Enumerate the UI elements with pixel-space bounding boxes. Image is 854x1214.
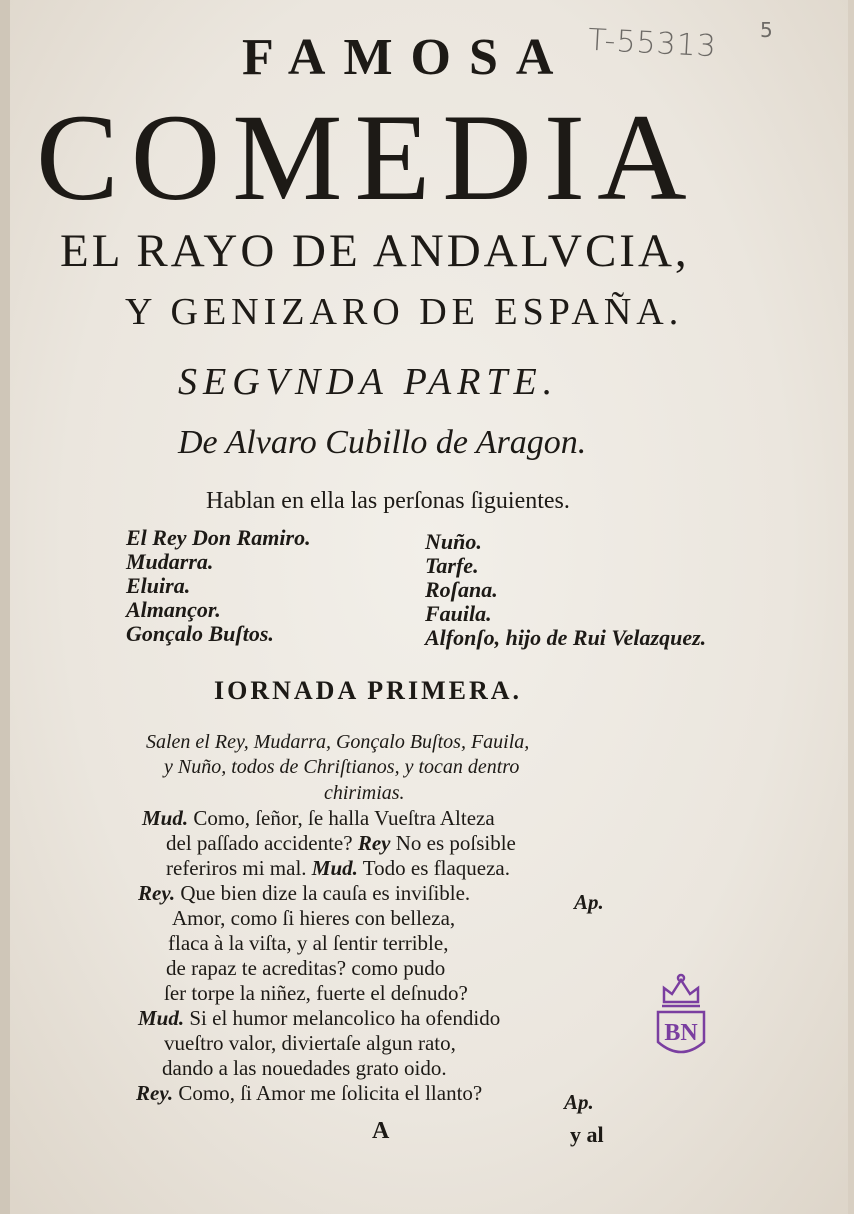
verse-line — [168, 931, 448, 956]
cast-item: Fauila. — [425, 601, 492, 626]
verse-text: Como, ſi Amor me ſolicita el llanto? — [178, 1081, 483, 1105]
cast-list-right — [425, 530, 706, 650]
stage-direction-line: chirimias. — [324, 782, 405, 804]
speaker-label: Mud. — [311, 856, 358, 880]
verse-line — [166, 956, 445, 981]
verse-line — [142, 806, 495, 831]
speaker-label: Rey — [357, 831, 391, 855]
cast-list-left — [126, 526, 311, 646]
speaker-label: Rey. — [138, 881, 176, 905]
cast-item: Nuño. — [425, 529, 482, 554]
verse-line — [136, 1081, 482, 1106]
crown-bn-stamp-icon — [650, 972, 712, 1062]
page-edge-left — [0, 0, 10, 1214]
cast-item: Mudarra. — [126, 549, 214, 574]
verse-line — [138, 1006, 500, 1031]
cast-item: Roſana. — [425, 577, 498, 602]
act-heading: IORNADA PRIMERA. — [214, 676, 522, 705]
handwritten-folio-number: 5 — [760, 18, 773, 42]
verse-line — [138, 881, 470, 906]
verse-text: dando a las nouedades grato oido. — [162, 1056, 447, 1080]
verse-text: Si el humor melancolico ha ofendido — [189, 1006, 501, 1030]
personas-heading: Hablan en ella las perſonas ſiguientes. — [206, 488, 570, 514]
library-stamp — [650, 972, 712, 1062]
verse-text: flaca à la viſta, y al ſentir terrible, — [168, 931, 449, 955]
speaker-label: Mud. — [138, 1006, 185, 1030]
verse-text: Como, ſeñor, ſe halla Vueſtra Alteza — [193, 806, 495, 830]
aside-marker: Ap. — [564, 1090, 594, 1114]
speaker-label: Rey. — [136, 1081, 174, 1105]
verse-text: referiros mi mal. — [166, 856, 307, 880]
verse-line — [164, 981, 468, 1006]
cast-item: Eluira. — [126, 573, 191, 598]
verse-line — [172, 906, 455, 931]
title-famosa: FAMOSA — [242, 29, 572, 86]
cast-item: Alfonſo, hijo de Rui Velazquez. — [425, 625, 707, 650]
verse-line — [166, 831, 516, 856]
aside-marker: Ap. — [574, 890, 604, 914]
cast-item: Tarfe. — [425, 553, 479, 578]
page-edge-right — [848, 0, 854, 1214]
verse-text: vueſtro valor, diviertaſe algun rato, — [164, 1031, 456, 1055]
verse-text: Amor, como ſi hieres con belleza, — [172, 906, 456, 930]
catchword: y al — [570, 1122, 604, 1147]
verse-text: de rapaz te acreditas? como pudo — [166, 956, 446, 980]
title-genizaro: Y GENIZARO DE ESPAÑA. — [125, 291, 684, 333]
verse-line — [166, 856, 510, 881]
verse-text: ſer torpe la niñez, fuerte el deſnudo? — [164, 981, 468, 1005]
title-comedia: COMEDIA — [36, 89, 699, 226]
handwritten-shelfmark: T-55313 — [587, 22, 718, 65]
speaker-label: Mud. — [142, 806, 189, 830]
verse-line — [164, 1031, 456, 1056]
verse-text: del paſſado accidente? — [166, 831, 353, 855]
verse-line — [162, 1056, 447, 1081]
stage-direction-line: y Nuño, todos de Chriſtianos, y tocan dentro — [164, 756, 520, 778]
stage-direction-line: Salen el Rey, Mudarra, Gonçalo Buſtos, Fauila, — [146, 731, 530, 753]
cast-item: El Rey Don Ramiro. — [126, 525, 311, 550]
cast-item: Almançor. — [126, 597, 221, 622]
title-segunda-parte: SEGVNDA PARTE. — [178, 361, 559, 403]
verse-text: Que bien dize la cauſa es inviſible. — [180, 881, 471, 905]
verse-text: No es poſsible — [395, 831, 516, 855]
verse-text: Todo es flaqueza. — [362, 856, 510, 880]
signature-mark: A — [372, 1118, 390, 1144]
cast-item: Gonçalo Buſtos. — [126, 621, 274, 646]
author-line: De Alvaro Cubillo de Aragon. — [178, 424, 587, 461]
title-rayo-de-andalucia: EL RAYO DE ANDALVCIA, — [60, 225, 690, 277]
svg-text:BN: BN — [664, 1020, 698, 1046]
